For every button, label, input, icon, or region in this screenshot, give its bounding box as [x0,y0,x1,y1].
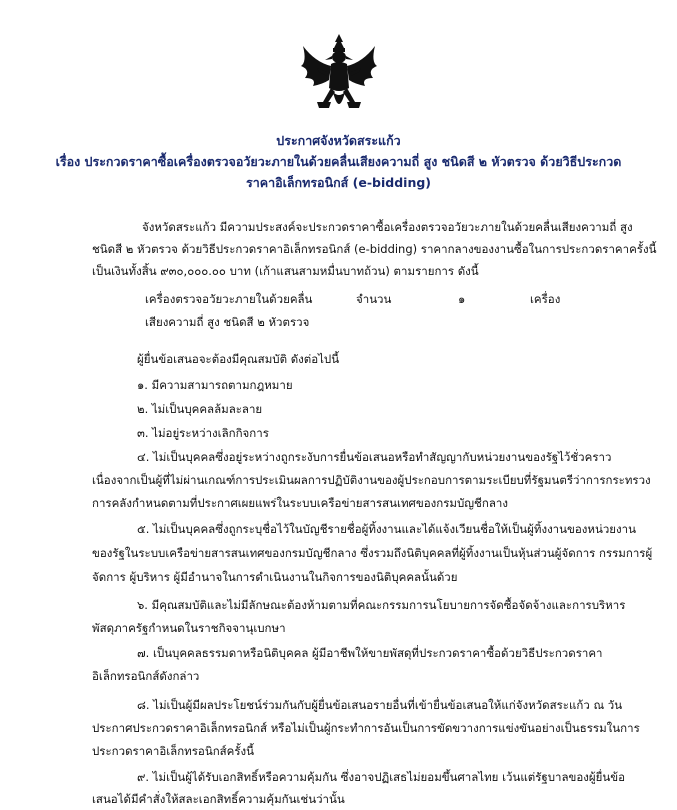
item-name-line-2: เสียงความถี่ สูง ชนิดสี ๒ หัวตรวจ [145,315,310,329]
item-qty-value: ๑ [458,292,466,306]
item-qty-label: จำนวน [356,292,392,306]
qualification-1: ๑. มีความสามารถตามกฎหมาย [137,378,293,392]
qualification-6-line-2: พัสดุภาครัฐกำหนดในราชกิจจานุเบกษา [92,621,286,635]
qualification-5-line-2: ของรัฐในระบบเครือข่ายสารสนเทศของกรมบัญชีกลาง ซึ่งรวมถึงนิติบุคคลที่ผู้ทิ้งงานเป็นหุ้นส่วนผู้จัดการ กรรมการผู้ [92,546,653,560]
qualification-4-line-3: การคลังกำหนดตามที่ประกาศเผยแพร่ในระบบเครือข่ายสารสนเทศของกรมบัญชีกลาง [92,496,508,510]
qualification-9-line-2: เสนอได้มีคำสั่งให้สละเอกสิทธิ์ความคุ้มกันเช่นว่านั้น [92,792,345,806]
item-unit: เครื่อง [530,292,561,306]
intro-line-3: เป็นเงินทั้งสิ้น ๙๓๐,๐๐๐.๐๐ บาท (เก้าแสนสามหมื่นบาทถ้วน) ตามรายการ ดังนี้ [92,264,479,278]
qualifications-heading: ผู้ยื่นข้อเสนอจะต้องมีคุณสมบัติ ดังต่อไปนี้ [137,352,340,366]
qualification-7-line-1: ๗. เป็นบุคคลธรรมดาหรือนิติบุคคล ผู้มีอาชีพให้ขายพัสดุที่ประกวดราคาซื้อด้วยวิธีประกวดราคา [137,646,603,660]
qualification-9-line-1: ๙. ไม่เป็นผู้ได้รับเอกสิทธิ์หรือความคุ้มกัน ซึ่งอาจปฏิเสธไม่ยอมขึ้นศาลไทย เว้นแต่รัฐบาลของผู้ยื่นข้อ [137,770,626,784]
subject-line-2: ราคาอิเล็กทรอนิกส์ (e-bidding) [245,175,432,190]
qualification-5-line-3: จัดการ ผู้บริหาร ผู้มีอำนาจในการดำเนินงานในกิจการของนิติบุคคลนั้นด้วย [92,570,458,584]
intro-line-2: ชนิดสี ๒ หัวตรวจ ด้วยวิธีประกวดราคาอิเล็กทรอนิกส์ (e-bidding) ราคากลางของงานซื้อในการประกวดราคาครั้งนี้ [92,242,657,256]
item-name-line-1: เครื่องตรวจอวัยวะภายในด้วยคลื่น [145,292,313,306]
qualification-7-line-2: อิเล็กทรอนิกส์ดังกล่าว [92,669,200,683]
qualification-4-line-1: ๔. ไม่เป็นบุคคลซึ่งอยู่ระหว่างถูกระงับการยื่นข้อเสนอหรือทำสัญญากับหน่วยงานของรัฐไว้ชั่วคราว [137,450,612,464]
org-title: ประกาศจังหวัดสระแก้ว [276,133,401,148]
intro-line-1: จังหวัดสระแก้ว มีความประสงค์จะประกวดราคาซื้อเครื่องตรวจอวัยวะภายในด้วยคลื่นเสียงความถี่ สูง [142,220,633,234]
qualification-8-line-1: ๘. ไม่เป็นผู้มีผลประโยชน์ร่วมกันกับผู้ยื่นข้อเสนอรายอื่นที่เข้ายื่นข้อเสนอให้แก่จังหวัดสระแก้ว ณ วัน [137,698,623,712]
qualification-8-line-2: ประกาศประกวดราคาอิเล็กทรอนิกส์ หรือไม่เป็นผู้กระทำการอันเป็นการขัดขวางการแข่งขันอย่างเป็นธรรมในการ [92,721,640,735]
qualification-8-line-3: ประกวดราคาอิเล็กทรอนิกส์ครั้งนี้ [92,744,255,758]
qualification-4-line-2: เนื่องจากเป็นผู้ที่ไม่ผ่านเกณฑ์การประเมินผลการปฏิบัติงานของผู้ประกอบการตามระเบียบที่รัฐมนตรีว่าการกระทรวง [92,473,651,487]
qualification-6-line-1: ๖. มีคุณสมบัติและไม่มีลักษณะต้องห้ามตามที่คณะกรรมการนโยบายการจัดซื้อจัดจ้างและการบริหาร [137,598,626,612]
qualification-5-line-1: ๕. ไม่เป็นบุคคลซึ่งถูกระบุชื่อไว้ในบัญชีรายชื่อผู้ทิ้งงานและได้แจ้งเวียนชื่อให้เป็นผู้ทิ้งงานของหน่วยงาน [137,522,636,536]
subject-line-1: เรื่อง ประกวดราคาซื้อเครื่องตรวจอวัยวะภายในด้วยคลื่นเสียงความถี่ สูง ชนิดสี ๒ หัวตรวจ ด้วยวิธีประกวด [55,154,622,169]
qualification-2: ๒. ไม่เป็นบุคคลล้มละลาย [137,402,263,416]
qualification-3: ๓. ไม่อยู่ระหว่างเลิกกิจการ [137,426,269,440]
garuda-emblem-icon [297,32,381,118]
